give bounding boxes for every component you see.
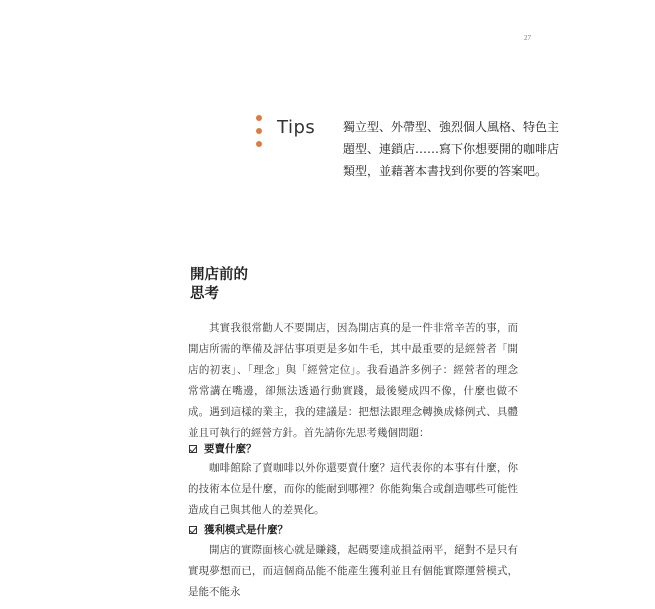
section-title-line1: 開店前的 [190,267,248,283]
tips-label: Tips [277,117,316,138]
page-number: 27 [524,34,531,42]
orange-dot-icon [256,141,262,147]
question-heading-label: 要賣什麼？ [204,443,257,455]
body-paragraph: 開店的實際面核心就是賺錢，起碼要達成損益兩平，絕對不是只有實現夢想而已，而這個商品能不能產生獲利並且有個能實際運營模式，是能不能永 [188,544,518,598]
tips-text: 獨立型、外帶型、強烈個人風格、特色主題型、連鎖店……寫下你想要開的咖啡店類型，並藉著本書找到你要的答案吧。 [343,120,560,178]
section-title-line2: 思考 [190,286,219,302]
question-heading-label: 獲利模式是什麼？ [204,524,288,536]
question-heading-what-to-sell [189,441,257,456]
checkbox-icon [189,445,197,453]
orange-dot-icon [256,115,262,121]
checkbox-icon [189,526,197,534]
tips-block [256,115,560,178]
orange-dot-icon [256,128,262,134]
body-paragraph: 其實我很常勸人不要開店，因為開店真的是一件非常辛苦的事，而開店所需的準備及評估事項更是多如牛毛，其中最重要的是經營者「開店的初衷」、「理念」與「經營定位」。我看過許多例子：經營者的理念常常講在嘴邊，卻無法透過行動實踐，最後變成四不像，什麼也做不成。遇到這樣的業主，我的建議是：把想法跟理念轉換成條例式、具體並且可執行的經營方針。首先請你先思考幾個問題： [188,322,518,439]
question-heading-profit-model [189,522,288,537]
section-title [190,266,248,304]
body-paragraph: 咖啡館除了賣咖啡以外你還要賣什麼？這代表你的本事有什麼，你的技術本位是什麼，而你的能耐到哪裡？你能夠集合或創造哪些可能性造成自己與其他人的差異化。 [188,462,518,516]
